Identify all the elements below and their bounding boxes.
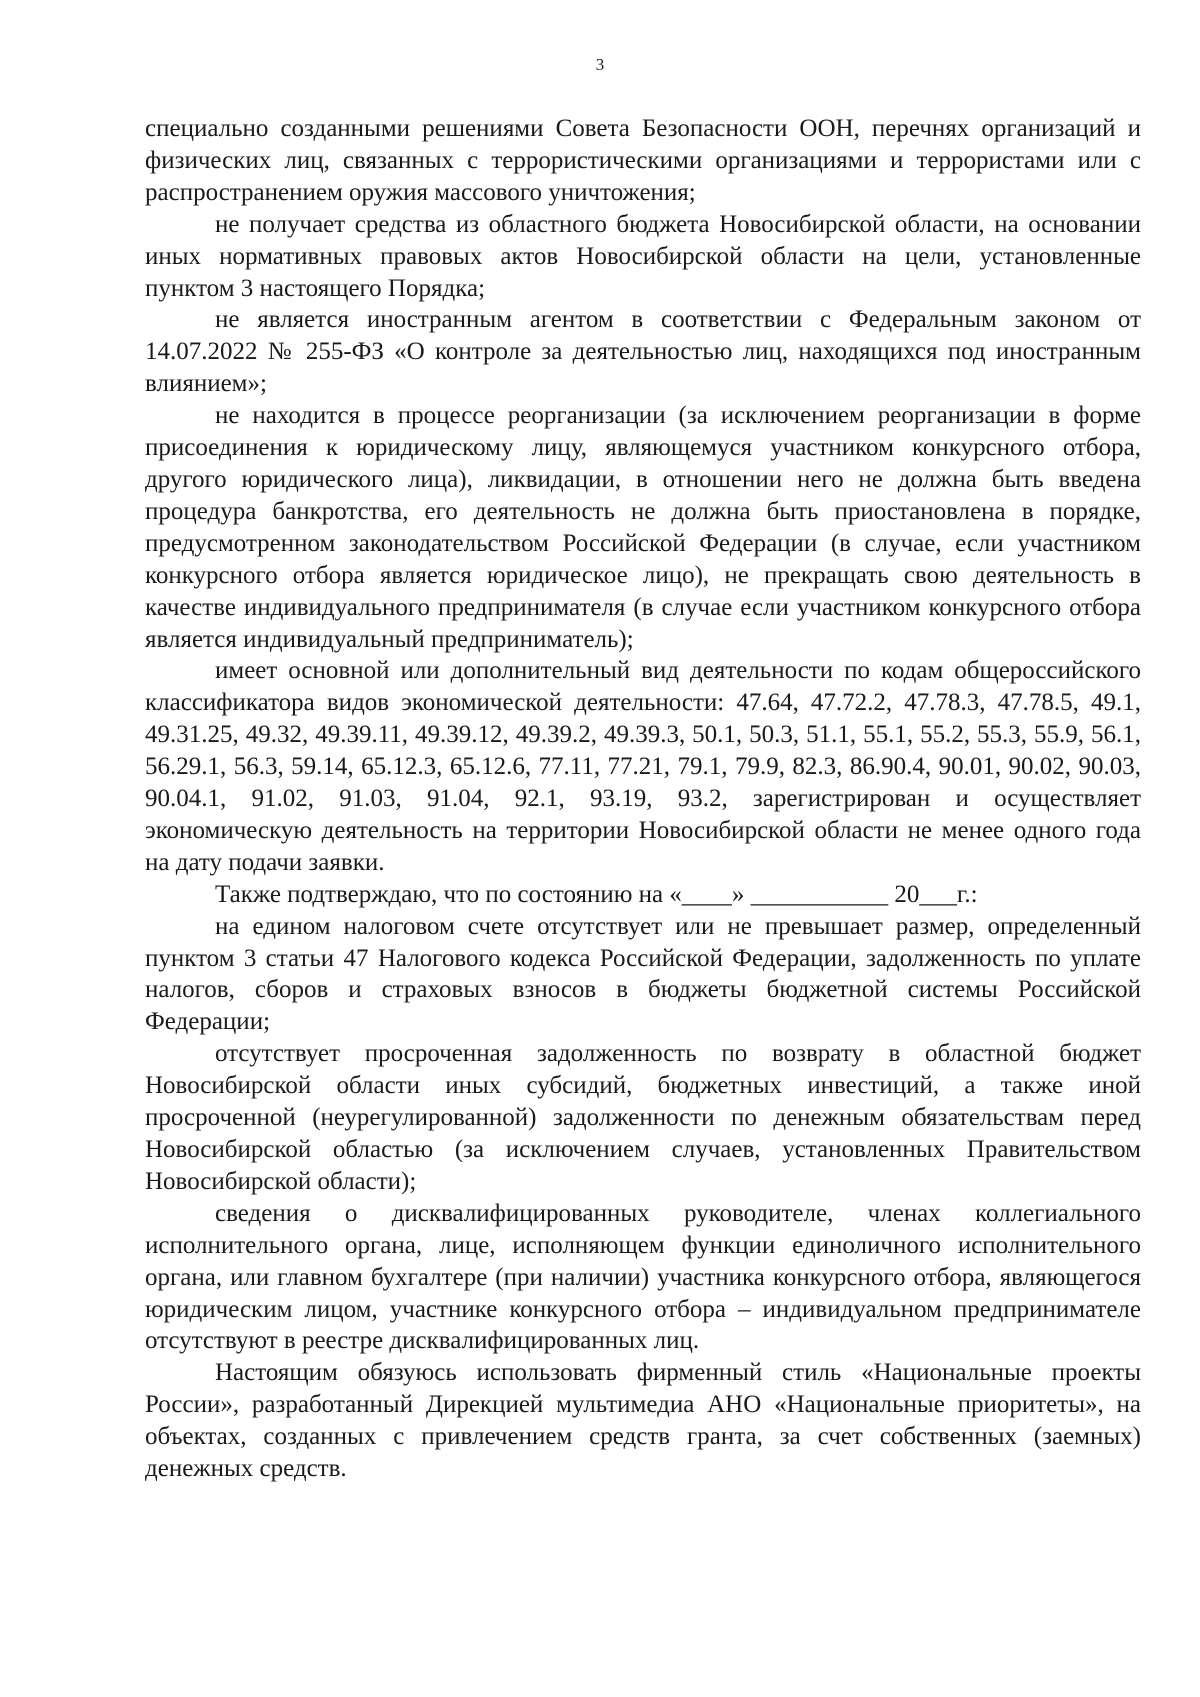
paragraph-disqualified-persons: сведения о дисквалифицированных руководителе, членах коллегиального исполнительного органа, лице, исполняющем функции единоличного исполнительного органа, или главном бухгалтере (при наличии) участника конкурсного отбора, являющегося юридическим лицом, участнике конкурсного отбора – индивидуальном предпринимателе отсутствуют в реестре дисквалифицированных лиц. (145, 1199, 1141, 1355)
paragraph-activity-codes: имеет основной или дополнительный вид деятельности по кодам общероссийского классификатора видов экономической деятельности: 47.64, 47.72.2, 47.78.3, 47.78.5, 49.1, 49.31.25, 49.32, 49.39.11, 49.39.12, 49.39.2, 49.39.3, 50.1, 50.3, 51.1, 55.1, 55.2, 55.3, 55.9, 56.1, 56.29.1, 56.3, 59.14, 65.12.3, 65.12.6, 77.11, 77.21, 79.1, 79.9, 82.3, 86.90.4, 90.01, 90.02, 90.03, 90.04.1, 91.02, 91.03, 91.04, 92.1, 93.19, 93.2, зарегистрирован и осуществляет экономическую деятельность на территории Новосибирской области не менее одного года на дату подачи заявки. (145, 657, 1141, 876)
paragraph-budget-funds: не получает средства из областного бюджета Новосибирской области, на основании иных нормативных правовых актов Новосибирской области на цели, установленные пунктом 3 настоящего Порядка; (145, 210, 1141, 302)
paragraph-foreign-agent: не является иностранным агентом в соответствии с Федеральным законом от 14.07.2022 № 255-ФЗ «О контроле за деятельностью лиц, находящихся под иностранным влиянием»; (145, 306, 1141, 398)
paragraph-confirmation-date: Также подтверждаю, что по состоянию на «____» ___________ 20___г.: (215, 880, 978, 908)
paragraph-continuation: специально созданными решениями Совета Безопасности ООН, перечнях организаций и физических лиц, связанных с террористическими организациями и террористами или с распространением оружия массового уничтожения; (145, 115, 1141, 206)
page-number: 3 (595, 55, 605, 74)
paragraph-reorganization: не находится в процессе реорганизации (за исключением реорганизации в форме присоединения к юридическому лицу, являющемуся участником конкурсного отбора, другого юридического лица), ликвидации, в отношении него не должна быть введена процедура банкротства, его деятельность не должна быть приостановлена в порядке, предусмотренном законодательством Российской Федерации (в случае, если участником конкурсного отбора является юридическое лицо), не прекращать свою деятельность в качестве индивидуального предпринимателя (в случае если участником конкурсного отбора является индивидуальный предприниматель); (145, 402, 1141, 653)
paragraph-brand-style: Настоящим обязуюсь использовать фирменный стиль «Национальные проекты России», разработанный Дирекцией мультимедиа АНО «Национальные приоритеты», на объектах, созданных с привлечением средств гранта, за счет собственных (заемных) денежных средств. (145, 1359, 1141, 1483)
paragraph-tax-account: на едином налоговом счете отсутствует или не превышает размер, определенный пунктом 3 статьи 47 Налогового кодекса Российской Федерации, задолженность по уплате налогов, сборов и страховых взносов в бюджеты бюджетной системы Российской Федерации; (145, 912, 1141, 1036)
paragraph-overdue-debt: отсутствует просроченная задолженность по возврату в областной бюджет Новосибирской области иных субсидий, бюджетных инвестиций, а также иной просроченной (неурегулированной) задолженности по денежным обязательствам перед Новосибирской областью (за исключением случаев, установленных Правительством Новосибирской области); (145, 1040, 1141, 1195)
document-body (145, 113, 1141, 1485)
